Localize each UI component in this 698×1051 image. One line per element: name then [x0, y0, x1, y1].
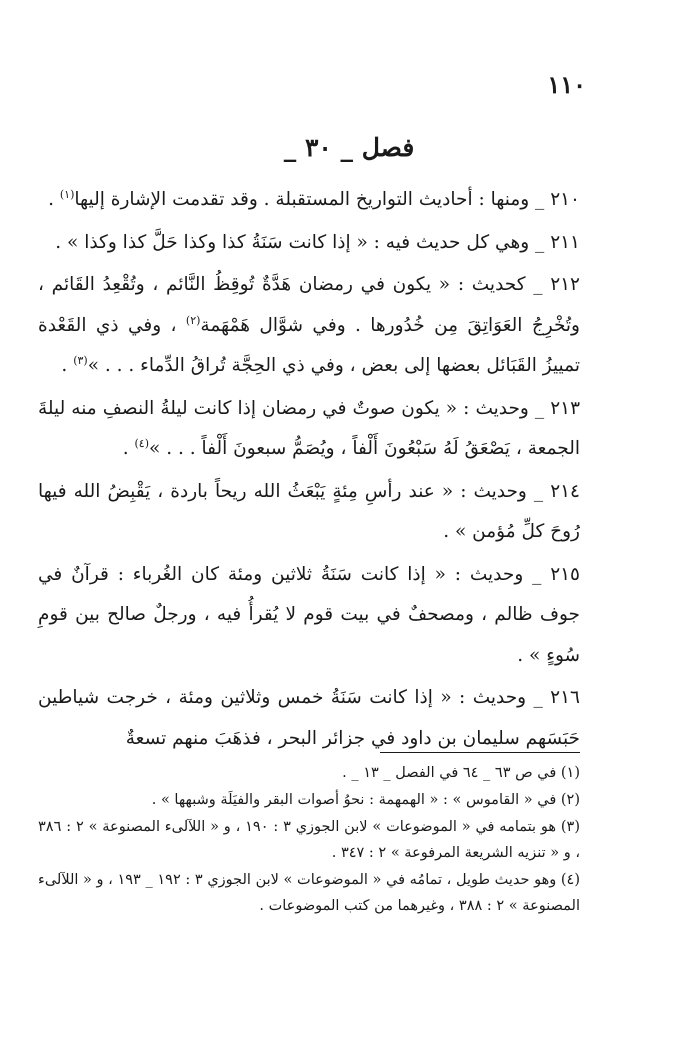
footnote-2: (٢) في « القاموس » : « الهمهمة : نحوُ أصوات البقر والفيَلَة وشبهها » .	[151, 792, 580, 808]
hadith-number: ٢١٠	[550, 189, 580, 210]
hadith-text: وحديث : « عند رأسِ مِئةٍ يَبْعَثُ الله ريحاً باردة ، يَقْبِضُ الله فيها رُوحَ كلِّ مُؤمن » .	[38, 480, 580, 542]
hadith-number: ٢١٥	[550, 563, 580, 585]
hadith-tail: ، وفي ذي القَعْدة تمييزُ القَبَائل بعضها إلى بعض ، وفي ذي الحِجَّة تُراقُ الدِّماء . . . »	[38, 314, 580, 376]
hadith-211: ٢١١ _ وهي كل حديث فيه : « إذا كانت سَنَةُ كذا وكذا حَلَّ كذا وكذا » .	[55, 231, 580, 253]
footnotes	[38, 760, 580, 920]
hadith-215: ٢١٥ _ وحديث : « إذا كانت سَنَةُ ثلاثين ومئة كان الغُرباء : قرآنٌ في جوف ظالم ، ومصحفٌ في بيت قوم لا يُقرأُ فيه ، ورجلٌ صالح بين قومِ سُوءٍ » .	[38, 563, 580, 666]
section-title: فصل _ ٣٠ _	[283, 133, 415, 162]
hadith-number: ٢١٢	[550, 274, 580, 295]
hadith-text: وحديث : « يكون صوتٌ في رمضان إذا كانت ليلةُ النصفِ منه ليلةَ الجمعة ، يَصْعَقُ لَهُ سَبْعُونَ أَلْفاً ، ويُصَمُّ سبعونَ أَلْفاً . . . »	[38, 397, 580, 459]
hadith-number: ٢١٣	[550, 397, 581, 419]
footnote-ref: (١)	[59, 187, 75, 201]
main-text	[38, 180, 580, 761]
hadith-text: وحديث : « إذا كانت سَنَةُ خمس وثلاثين ومئة ، خرجت شياطين حَبَسَهم سليمان بن داود في جزائر البحر ، فذهَبَ منهم تسعةٌ	[38, 687, 580, 749]
hadith-212: ٢١٢ _ كحديث : « يكون في رمضان هَدَّةٌ تُوقِظُ النَّائم ، وتُقْعِدُ القَائم ، وتُخْرِجُ العَوَاتِقَ مِن خُدُورها . وفي شوَّال هَمْهَمة$^{(٢)}$ ، وفي ذي القَعْدة تمييزُ القَبَائل بعضها إلى بعض ، وفي ذي الحِجَّة تُراقُ الدِّماء . . . »$^{(٣)}$ .	[38, 274, 580, 376]
footnote-divider	[380, 752, 580, 753]
footnote-1: (١) في ص ٦٣ _ ٦٤ في الفصل _ ١٣ _ .	[342, 765, 580, 781]
hadith-text: ومنها : أحاديث التواريخ المستقبلة . وقد تقدمت الإشارة إليها	[74, 189, 530, 210]
hadith-tail: .	[61, 355, 74, 376]
footnote-ref: (٣)	[73, 353, 88, 367]
hadith-text: وهي كل حديث فيه : « إذا كانت سَنَةُ كذا وكذا حَلَّ كذا وكذا » .	[55, 231, 530, 253]
page-number: ١١٠	[547, 70, 586, 99]
footnote-ref: (٤)	[134, 436, 149, 450]
hadith-number: ٢١٤	[550, 480, 580, 502]
hadith-214: ٢١٤ _ وحديث : « عند رأسِ مِئةٍ يَبْعَثُ الله ريحاً باردة ، يَقْبِضُ الله فيها رُوحَ كلِّ مُؤمن » .	[38, 480, 580, 542]
hadith-text: كحديث : « يكون في رمضان هَدَّةٌ تُوقِظُ النَّائم ، وتُقْعِدُ القَائم ، وتُخْرِجُ العَوَاتِقَ مِن خُدُورها . وفي شوَّال هَمْهَمة	[38, 274, 580, 336]
footnote-4: (٤) وهو حديث طويل ، تمامُه في « الموضوعات » لابن الجوزي ٣ : ١٩٢ _ ١٩٣ ، و « اللآلىء المصنوعة » ٢ : ٣٨٨ ، وغيرهما من كتب الموضوعات .	[38, 872, 581, 914]
hadith-number: ٢١٦	[550, 687, 580, 708]
hadith-tail: .	[122, 438, 135, 459]
hadith-number: ٢١١	[550, 231, 580, 253]
hadith-213: ٢١٣ _ وحديث : « يكون صوتٌ في رمضان إذا كانت ليلةُ النصفِ منه ليلةَ الجمعة ، يَصْعَقُ لَهُ سَبْعُونَ أَلْفاً ، ويُصَمُّ سبعونَ أَلْفاً . . . »$^{(٤)}$ .	[38, 397, 581, 459]
footnote-3: (٣) هو بتمامه في « الموضوعات » لابن الجوزي ٣ : ١٩٠ ، و « اللآلىء المصنوعة » ٢ : ٣٨٦ ، و « تنزيه الشريعة المرفوعة » ٢ : ٣٤٧ .	[38, 819, 580, 861]
hadith-216: ٢١٦ _ وحديث : « إذا كانت سَنَةُ خمس وثلاثين ومئة ، خرجت شياطين حَبَسَهم سليمان بن داود في جزائر البحر ، فذهَبَ منهم تسعةٌ	[38, 687, 580, 749]
hadith-text: وحديث : « إذا كانت سَنَةُ ثلاثين ومئة كان الغُرباء : قرآنٌ في جوف ظالم ، ومصحفٌ في بيت قوم لا يُقرأُ فيه ، ورجلٌ صالح بين قومِ سُوءٍ » .	[38, 563, 580, 666]
hadith-tail: .	[48, 189, 60, 210]
hadith-210: ٢١٠ _ ومنها : أحاديث التواريخ المستقبلة . وقد تقدمت الإشارة إليها$^{(١)}$ .	[48, 187, 580, 210]
footnote-ref: (٢)	[185, 313, 201, 327]
